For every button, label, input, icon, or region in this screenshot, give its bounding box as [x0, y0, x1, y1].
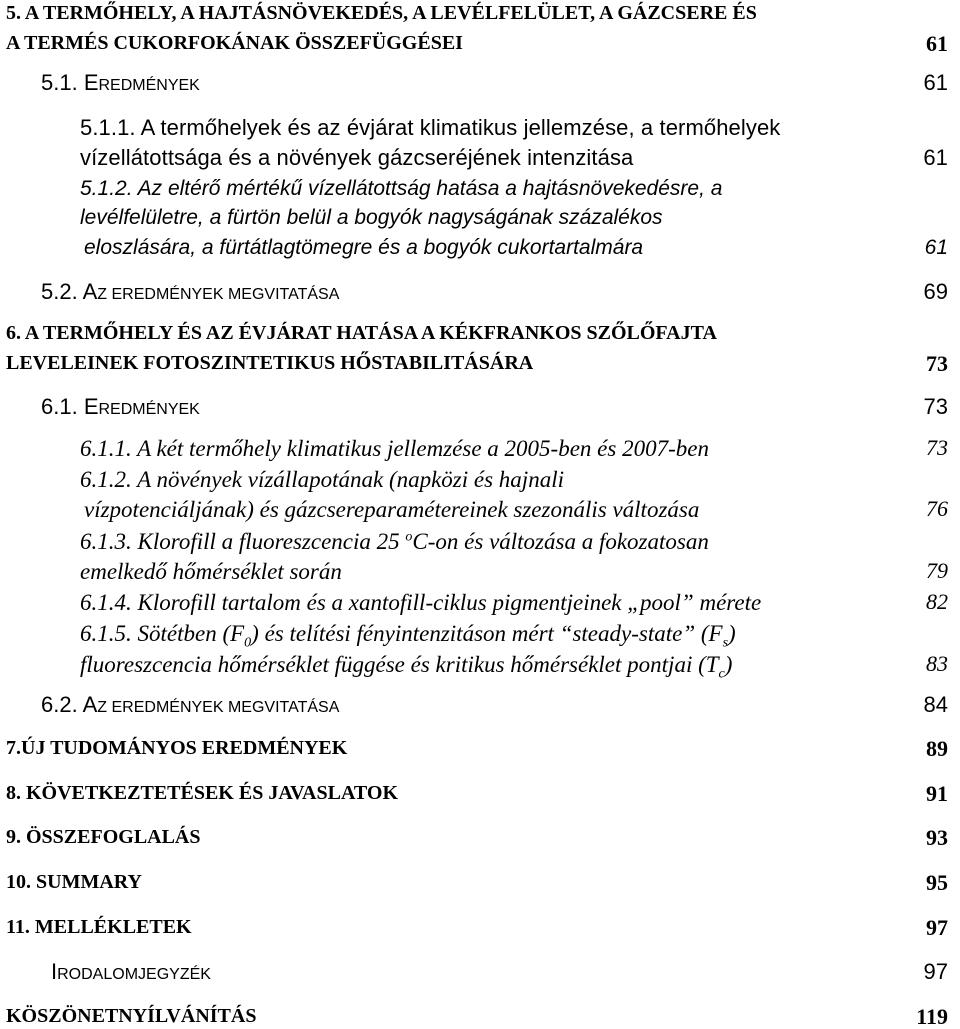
- toc-s5-1-2-page: 61: [924, 236, 948, 259]
- toc-s5-1-rest: REDMÉNYEK: [98, 77, 200, 94]
- toc-s6-2[interactable]: [41, 694, 960, 716]
- toc-ch5-line2[interactable]: [6, 31, 960, 56]
- toc-s5-1-2-line1[interactable]: [80, 178, 960, 199]
- toc-s6-1-5-title-1b: ) és telítési fényintenzitáson mért “steady-state” (F: [251, 621, 723, 646]
- toc-koszonet-page: 119: [916, 1004, 948, 1029]
- toc-s6-1-5-line2[interactable]: [80, 651, 960, 682]
- toc-s6-1-5-title-2a: fluoreszcencia hőmérséklet függése és kritikus hőmérséklet pontjai (T: [80, 652, 719, 677]
- toc-irodalom-cap: I: [51, 959, 58, 984]
- toc-ch7-title: 7.ÚJ TUDOMÁNYOS EREDMÉNYEK: [6, 737, 348, 759]
- toc-s6-1-5-sub-c: c: [718, 666, 725, 682]
- toc-s5-1-2-title-2: levélfelületre, a fürtön belül a bogyók nagyságának százalékos: [80, 206, 663, 229]
- toc-s6-2-rest: Z EREDMÉNYEK MEGVITATÁSA: [97, 699, 340, 716]
- toc-ch6-title-2: LEVELEINEK FOTOSZINTETIKUS HŐSTABILITÁSÁRA: [6, 352, 534, 374]
- toc-s6-1-4[interactable]: [80, 591, 960, 614]
- toc-s6-1-page: 73: [923, 394, 948, 419]
- toc-s5-1-cap: E: [83, 70, 99, 95]
- toc-ch8[interactable]: [6, 781, 960, 806]
- toc-s6-1-5-title-1c: ): [728, 621, 736, 646]
- toc-ch6-line2[interactable]: [6, 351, 960, 376]
- toc-irodalom-rest: RODALOMJEGYZÉK: [57, 966, 211, 983]
- toc-s6-1-cap: E: [83, 394, 99, 419]
- toc-s5-1-num: 5.1.: [41, 70, 84, 95]
- toc-s6-1-4-page: 82: [926, 589, 948, 614]
- toc-s6-2-page: 84: [923, 692, 948, 717]
- toc-ch10-title: 10. SUMMARY: [6, 871, 142, 893]
- toc-s5-1-1-page: 61: [923, 145, 948, 170]
- toc-irodalom[interactable]: [51, 961, 960, 983]
- toc-ch11-page: 97: [926, 915, 948, 940]
- toc-s5-1-1-line1[interactable]: [80, 117, 960, 139]
- toc-s6-1-3-line1[interactable]: [80, 530, 960, 553]
- toc-s6-1-3-title-1a: 6.1.3. Klorofill a fluoreszcencia 25: [80, 529, 406, 554]
- toc-s6-1-num: 6.1.: [41, 394, 84, 419]
- toc-s5-1-page: 61: [923, 70, 948, 95]
- toc-ch5-title-1: 5. A TERMŐHELY, A HAJTÁSNÖVEKEDÉS, A LEVÉLFELÜLET, A GÁZCSERE ÉS: [6, 2, 757, 24]
- toc-ch9[interactable]: [6, 825, 960, 850]
- toc-s5-1-2-title-1: 5.1.2. Az eltérő mértékű vízellátottság hatása a hajtásnövekedésre, a: [80, 177, 723, 200]
- toc-s6-1[interactable]: [41, 396, 960, 418]
- toc-s6-1-3-degree: o: [405, 529, 413, 545]
- toc-s6-2-num: 6.2.: [41, 692, 83, 717]
- toc-s5-1-1-title-2: vízellátottsága és a növények gázcseréjének intenzitása: [80, 145, 634, 170]
- toc-s6-1-4-title: 6.1.4. Klorofill tartalom és a xantofill-ciklus pigmentjeinek „pool” mérete: [80, 590, 762, 615]
- toc-s6-1-5-title-1a: 6.1.5. Sötétben (F: [80, 621, 245, 646]
- toc-s6-1-5-line1[interactable]: [80, 621, 960, 651]
- toc-ch6-line1[interactable]: [6, 323, 960, 343]
- toc-s5-2-page: 69: [923, 279, 948, 304]
- toc-s6-1-3-page: 79: [926, 558, 948, 583]
- toc-ch7-page: 89: [926, 736, 948, 761]
- toc-ch9-title: 9. ÖSSZEFOGLALÁS: [6, 826, 201, 848]
- toc-ch5-line1[interactable]: [6, 3, 960, 23]
- toc-s5-1-2-line2[interactable]: [80, 207, 960, 228]
- toc-s5-1-2-line3[interactable]: [84, 237, 960, 258]
- toc-ch9-page: 93: [926, 825, 948, 850]
- toc-s6-1-2-title-1: 6.1.2. A növények vízállapotának (napközi és hajnali: [80, 467, 564, 492]
- toc-s6-2-cap: A: [82, 692, 98, 717]
- toc-s5-2-rest: Z EREDMÉNYEK MEGVITATÁSA: [97, 286, 340, 303]
- toc-s6-1-1-page: 73: [926, 435, 948, 460]
- toc-s6-1-5-title-2b: ): [724, 652, 733, 677]
- toc-s6-1-1-title: 6.1.1. A két termőhely klimatikus jellemzése a 2005-ben és 2007-ben: [80, 436, 709, 461]
- toc-s5-1-1-title-1: 5.1.1. A termőhelyek és az évjárat klimatikus jellemzése, a termőhelyek: [80, 115, 781, 140]
- toc-ch10-page: 95: [926, 870, 948, 895]
- toc-s6-1-2-page: 76: [926, 496, 948, 521]
- toc-s6-1-2-line1[interactable]: [80, 468, 960, 491]
- toc-koszonet[interactable]: [6, 1004, 960, 1029]
- toc-s6-1-rest: REDMÉNYEK: [98, 401, 200, 418]
- toc-s6-1-5-sub-s: s: [722, 635, 729, 651]
- toc-ch6-page: 73: [926, 351, 948, 376]
- toc-ch11-title: 11. MELLÉKLETEK: [6, 916, 192, 938]
- toc-ch8-page: 91: [926, 781, 948, 806]
- toc-s5-1-2-title-3: eloszlására, a fürtátlagtömegre és a bogyók cukortartalmára: [84, 236, 644, 259]
- toc-koszonet-title: KÖSZÖNETNYÍLVÁNÍTÁS: [6, 1005, 257, 1027]
- toc-irodalom-page: 97: [923, 959, 948, 984]
- toc-ch5-page: 61: [926, 31, 948, 56]
- toc-s6-1-2-title-2: vízpotenciáljának) és gázcsereparamétereinek szezonális változása: [84, 497, 700, 522]
- toc-s5-1[interactable]: [41, 72, 960, 94]
- toc-ch5-title-2: A TERMÉS CUKORFOKÁNAK ÖSSZEFÜGGÉSEI: [6, 32, 463, 54]
- toc-s6-1-5-sub-0: 0: [244, 635, 252, 651]
- toc-s6-1-1[interactable]: [80, 437, 960, 460]
- toc-ch11[interactable]: [6, 915, 960, 940]
- toc-s6-1-3-title-2: emelkedő hőmérséklet során: [80, 559, 342, 584]
- toc-ch10[interactable]: [6, 870, 960, 895]
- toc-ch6-title-1: 6. A TERMŐHELY ÉS AZ ÉVJÁRAT HATÁSA A KÉKFRANKOS SZŐLŐFAJTA: [6, 322, 717, 344]
- toc-s5-2[interactable]: [41, 281, 960, 303]
- toc-s5-1-1-line2[interactable]: [80, 147, 960, 169]
- toc-ch8-title: 8. KÖVETKEZTETÉSEK ÉS JAVASLATOK: [6, 782, 399, 804]
- toc-s6-1-3-title-1b: C-on és változása a fokozatosan: [412, 529, 709, 554]
- toc-s6-1-2-line2[interactable]: [84, 498, 960, 521]
- toc-s6-1-3-line2[interactable]: [80, 560, 960, 583]
- toc-s5-2-num: 5.2.: [41, 279, 83, 304]
- toc-s5-2-cap: A: [82, 279, 98, 304]
- toc-s6-1-5-page: 83: [926, 651, 948, 676]
- toc-ch7[interactable]: [6, 736, 960, 761]
